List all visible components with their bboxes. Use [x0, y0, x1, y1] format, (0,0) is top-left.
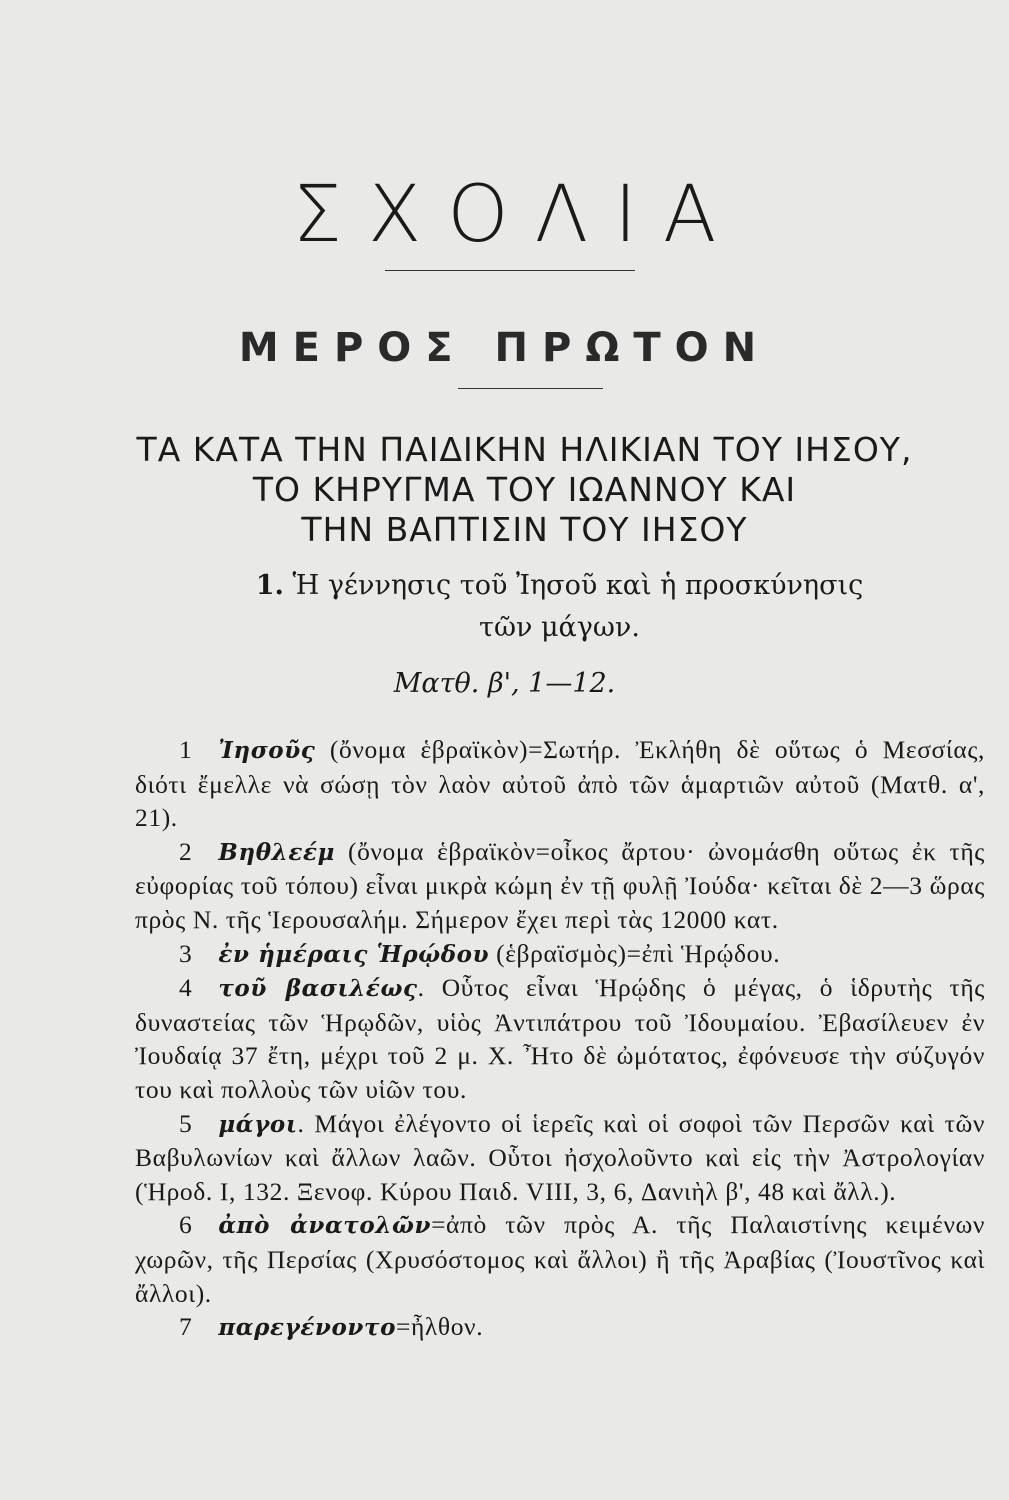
note-lemma: ἀπὸ ἀνατολῶν: [218, 1212, 432, 1240]
scripture-reference: Ματθ. β', 1—12.: [393, 668, 616, 699]
note-number: 3: [179, 938, 193, 968]
section-title-line: Ἡ γέννησις τοῦ Ἰησοῦ καὶ ἡ προσκύνησις: [292, 570, 864, 601]
note-number: 5: [179, 1108, 193, 1138]
chapter-heading: [60, 430, 989, 550]
note-item: [135, 971, 985, 1106]
note-lemma: ἐν ἡμέραις Ἡρῴδου: [218, 940, 490, 968]
note-lemma: Ἰησοῦς: [218, 737, 316, 764]
note-number: 7: [179, 1312, 193, 1342]
note-item: [135, 1107, 985, 1209]
divider: [458, 388, 603, 389]
heading-line: ΤΟ ΚΗΡΥΓΜΑ ΤΟΥ ΙΩΑΝΝΟΥ ΚΑΙ: [252, 470, 797, 509]
note-number: 6: [179, 1210, 193, 1240]
note-text: (ἑβραϊσμὸς)=ἐπὶ Ἡρῴδου.: [489, 938, 781, 968]
note-item: [135, 835, 985, 937]
note-lemma: Βηθλεέμ: [218, 838, 335, 866]
note-number: 1: [179, 735, 193, 764]
section-number: 1.: [255, 570, 284, 601]
note-number: 2: [179, 836, 193, 866]
note-lemma: τοῦ βασιλέως: [218, 975, 418, 1003]
note-text: =ἦλθον.: [396, 1312, 484, 1342]
note-text: (ὄνομα ἑβραϊκὸν=οἶκος ἄρτου· ὠνομάσθη οὕτως ἐκ τῆς εὐφορίας τοῦ τόπου) εἶναι μικρὰ κώμη ἐν τῇ φυλῇ Ἰούδα· κεῖται δὲ 2—3 ὥρας πρὸς Ν. τῆς Ἱερουσαλήμ. Σήμερον ἔχει περὶ τὰς 12000 κατ.: [135, 836, 985, 934]
section-heading: [150, 565, 969, 649]
page-title: ΣΧΟΛΙΑ: [292, 170, 743, 260]
note-text: . Οὗτος εἶναι Ἡρῴδης ὁ μέγας, ὁ ἱδρυτὴς τῆς δυναστείας τῶν Ἡρῳδῶν, υἱὸς Ἀντιπάτρου τοῦ Ἰδουμαίου. Ἐβασίλευεν ἐν Ἰουδαίᾳ 37 ἔτη, μέχρι τοῦ 2 μ. Χ. Ἦτο δὲ ὠμότατος, ἐφόνευσε τὴν σύζυγόν του καὶ πολλοὺς τῶν υἱῶν του.: [135, 973, 985, 1104]
note-lemma: παρεγένοντο: [218, 1314, 397, 1342]
heading-line: ΤΗΝ ΒΑΠΤΙΣΙΝ ΤΟΥ ΙΗΣΟΥ: [301, 510, 748, 549]
note-lemma: μάγοι: [218, 1110, 298, 1138]
section-title-line: τῶν μάγων.: [479, 612, 640, 643]
note-number: 4: [179, 973, 193, 1003]
note-item: [135, 1208, 985, 1310]
part-title: ΜΕΡΟΣ ΠΡΩΤΟΝ: [238, 325, 771, 371]
heading-line: ΤΑ ΚΑΤΑ ΤΗΝ ΠΑΙΔΙΚΗΝ ΗΛΙΚΙΑΝ ΤΟΥ ΙΗΣΟΥ,: [136, 430, 913, 469]
note-text: (ὄνομα ἑβραϊκὸν)=Σωτήρ. Ἐκλήθη δὲ οὕτως ὁ Μεσσίας, διότι ἔμελλε νὰ σώσῃ τὸν λαὸν αὐτοῦ ἀπὸ τῶν ἁμαρτιῶν αὐτοῦ (Ματθ. α', 21).: [135, 735, 985, 833]
note-text: =ἀπὸ τῶν πρὸς Α. τῆς Παλαιστίνης κειμένων χωρῶν, τῆς Περσίας (Χρυσόστομος καὶ ἄλλοι) ἢ τῆς Ἀραβίας (Ἰουστῖνος καὶ ἄλλοι).: [135, 1210, 985, 1308]
divider: [385, 270, 635, 271]
note-item: [135, 733, 985, 835]
note-item: [135, 1310, 985, 1345]
notes-list: [135, 733, 985, 1345]
note-item: [135, 937, 985, 972]
note-text: . Μάγοι ἐλέγοντο οἱ ἱερεῖς καὶ οἱ σοφοὶ τῶν Περσῶν καὶ τῶν Βαβυλωνίων καὶ ἄλλων λαῶν. Οὗτοι ἠσχολοῦντο καὶ εἰς τὴν Ἀστρολογίαν (Ἡροδ. Ι, 132. Ξενοφ. Κύρου Παιδ. VIII, 3, 6, Δανιὴλ β', 48 καὶ ἄλλ.).: [135, 1108, 985, 1206]
